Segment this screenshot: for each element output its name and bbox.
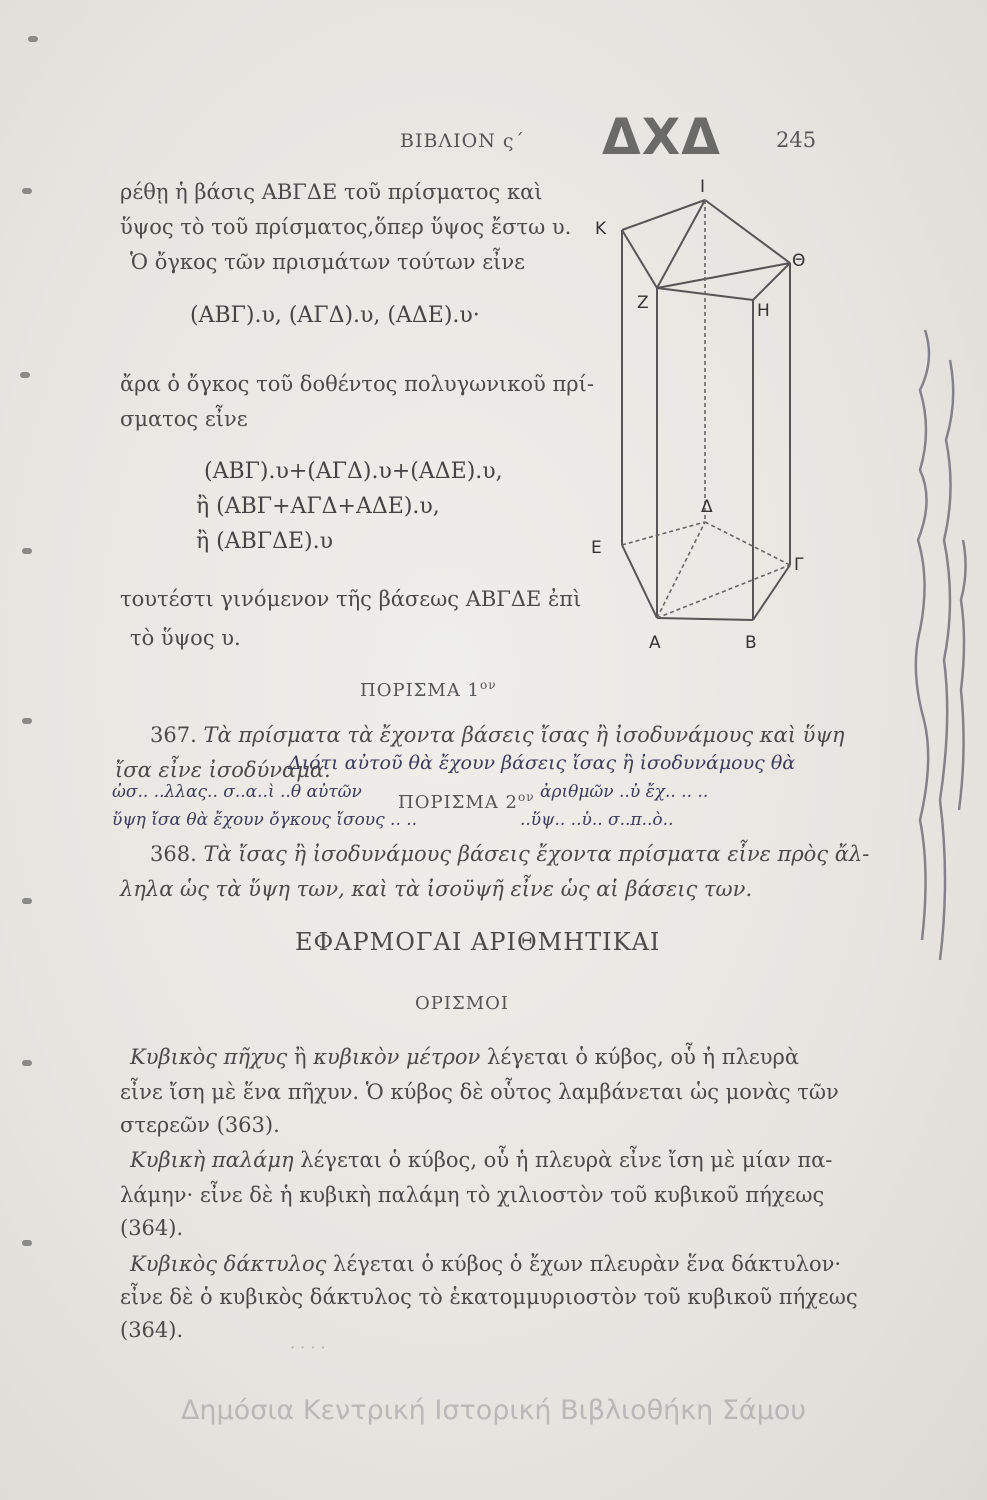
definition-line: εἶνε ἴση μὲ ἕνα πῆχυν. Ὁ κύβος δὲ οὗτος λαμβάνεται ὡς μονὰς τῶν [120,1080,839,1104]
binding-mark [28,36,38,42]
definition-line: Κυβικὸς πῆχυς ἢ κυβικὸν μέτρον λέγεται ὁ κύβος, οὗ ἡ πλευρὰ [130,1045,800,1069]
binding-mark [22,548,32,554]
paragraph-number: 368. [150,842,197,866]
label-H: H [757,301,770,321]
text-line: σματος εἶνε [120,407,248,431]
handwritten-note: ..ὕψ.. ..ὑ.. σ..π..ὸ.. [520,810,674,830]
handwritten-note: ὕψη ἴσα θὰ ἔχουν ὄγκους ἴσους .. .. [112,810,418,830]
binding-mark [22,188,32,194]
label-K: K [595,219,607,239]
definition-line: στερεῶν (363). [120,1113,280,1137]
label-A: A [649,633,661,653]
label-Z: Z [637,293,649,313]
handwritten-note: ἀριθμῶν ..ὐ ἔχ.. .. .. [540,782,709,802]
binding-mark [22,1240,32,1246]
definition-line: εἶνε δὲ ὁ κυβικὸς δάκτυλος τὸ ἑκατομμυριοστὸν τοῦ κυβικοῦ πήχεως [120,1285,858,1309]
handwritten-note: Διότι αὐτοῦ θὰ ἔχουν βάσεις ἴσας ἢ ἰσοδυνάμους θὰ [288,752,796,774]
formula: ἢ (ΑΒΓΔΕ).υ [196,529,333,554]
paragraph-text: Τὰ ἴσας ἢ ἰσοδυνάμους βάσεις ἔχοντα πρίσματα εἶνε πρὸς ἄλ- [203,842,870,866]
formula: ἢ (ΑΒΓ+ΑΓΔ+ΑΔΕ).υ, [196,494,440,519]
label-B: B [745,633,757,653]
definition-line: (364). [120,1216,184,1240]
binding-mark [22,718,32,724]
text-line: ἄρα ὁ ὄγκος τοῦ δοθέντος πολυγωνικοῦ πρί- [120,372,594,396]
page-number: 245 [776,128,817,152]
subsection-title: ΟΡΙΣΜΟΙ [415,993,510,1014]
text-line: τουτέστι γινόμενον τῆς βάσεως ΑΒΓΔΕ ἐπὶ [120,587,582,611]
text-line: ὕψος τὸ τοῦ πρίσματος,ὅπερ ὕψος ἔστω υ. [120,215,572,239]
paragraph-367 [150,723,844,747]
definition-line: (364). [120,1318,184,1342]
margin-handwriting [905,320,975,1320]
paragraph-text: ληλα ὡς τὰ ὕψη των, καὶ τὰ ἰσοϋψῆ εἶνε ὡς αἱ βάσεις των. [120,877,753,901]
definition-line: λάμην· εἶνε δὲ ἡ κυβικὴ παλάμη τὸ χιλιοστὸν τοῦ κυβικοῦ πήχεως [120,1183,825,1207]
text-line: τὸ ὕψος υ. [130,626,241,650]
running-header: ΒΙΒΛΙΟΝ ς΄ [400,130,526,152]
label-Gamma: Γ [794,555,804,575]
label-E: E [591,538,602,558]
text-line: Ὁ ὄγκος τῶν πρισμάτων τούτων εἶνε [130,250,526,274]
bleed-through: · · · · [290,1338,326,1357]
binding-mark [22,898,32,904]
prism-figure [585,170,815,685]
formula: (ΑΒΓ).υ+(ΑΓΔ).υ+(ΑΔΕ).υ, [204,459,503,484]
binding-mark [22,1060,32,1066]
definition-line: Κυβικὴ παλάμη λέγεται ὁ κύβος, οὗ ἡ πλευρὰ εἶνε ἴση μὲ μίαν πα- [130,1148,833,1172]
paragraph-text: ἴσα εἶνε ἰσοδύναμα. [115,758,331,782]
text-line: ρέθῃ ἡ βάσις ΑΒΓΔΕ τοῦ πρίσματος καὶ [120,180,543,204]
library-stamp: ΔΧΔ [602,108,721,166]
porisma-heading: ΠΟΡΙΣΜΑ $2^{o\nu}$ [398,790,535,813]
label-Delta: Δ [701,497,713,517]
label-Theta: Θ [792,251,806,271]
paragraph-number: 367. [150,723,197,747]
binding-mark [20,372,30,378]
paragraph-text: Τὰ πρίσματα τὰ ἔχοντα βάσεις ἴσας ἢ ἰσοδυνάμους καὶ ὕψη [203,723,845,747]
porisma-heading: ΠΟΡΙΣΜΑ $1^{o\nu}$ [360,678,497,701]
watermark: Δημόσια Κεντρική Ιστορική Βιβλιοθήκη Σάμου [180,1395,807,1426]
section-title: ΕΦΑΡΜΟΓΑΙ ΑΡΙΘΜΗΤΙΚΑΙ [295,928,661,956]
definition-line: Κυβικὸς δάκτυλος λέγεται ὁ κύβος ὁ ἔχων πλευρὰν ἕνα δάκτυλον· [130,1252,842,1276]
paragraph-368 [150,842,869,866]
handwritten-note: ὠσ.. ..λλας.. σ..α..ὶ ..θ αὐτῶν [112,782,362,802]
label-I: I [700,177,706,197]
formula: (ΑΒΓ).υ, (ΑΓΔ).υ, (ΑΔΕ).υ· [190,303,480,328]
